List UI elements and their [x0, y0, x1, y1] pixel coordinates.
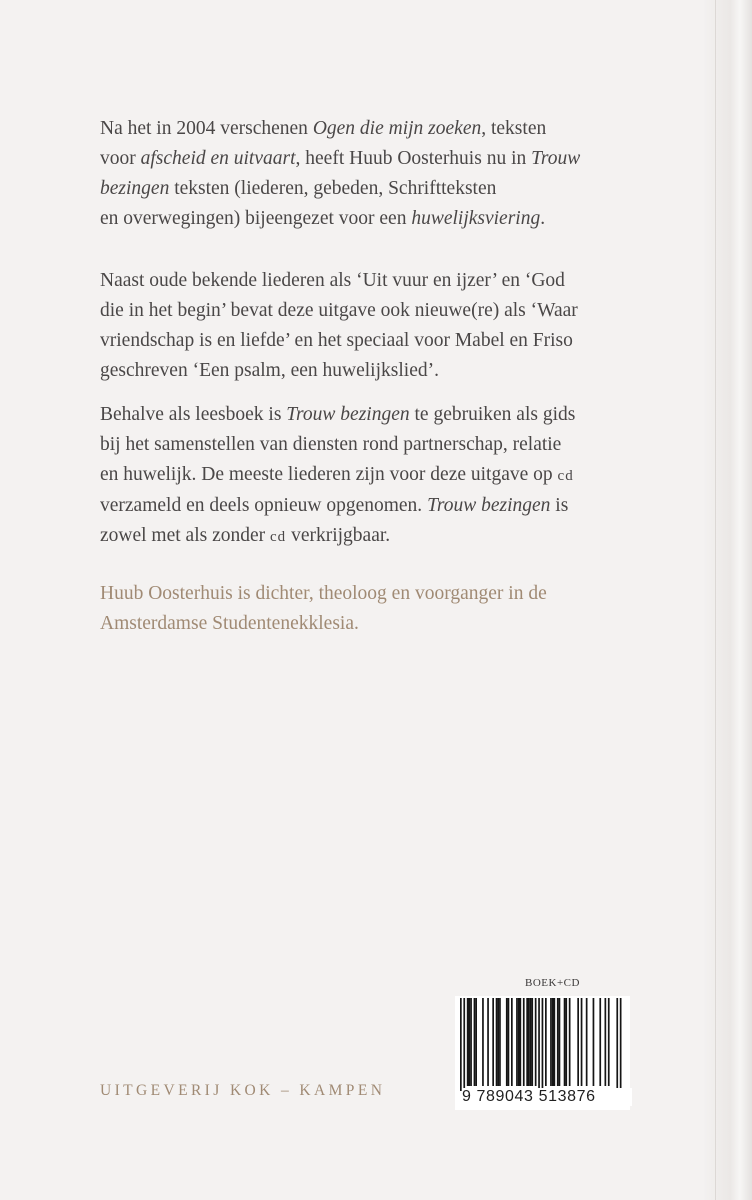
barcode-bar: [508, 998, 510, 1086]
blurb-line: [100, 266, 640, 296]
barcode-bar: [531, 998, 533, 1086]
text-run: , heeft Huub Oosterhuis nu in: [295, 148, 532, 169]
barcode-bar: [523, 998, 525, 1086]
blurb-paragraph-3: [100, 400, 640, 552]
text-run: , teksten: [481, 118, 547, 139]
text-run: Naast oude bekende liederen als ‘Uit vuur en ijzer’ en ‘God: [100, 270, 565, 291]
barcode-bar: [520, 998, 522, 1086]
barcode-bar: [581, 998, 583, 1086]
barcode-bar: [552, 998, 554, 1086]
barcode-bar: [605, 998, 607, 1086]
blurb-paragraph-1: [100, 114, 640, 234]
blurb-line: [100, 174, 640, 204]
text-run: voor: [100, 148, 141, 169]
barcode-bar: [528, 998, 530, 1086]
barcode-bar: [482, 998, 484, 1086]
barcode-bar: [506, 998, 508, 1086]
blurb-paragraph-2: [100, 266, 640, 386]
barcode-bar: [554, 998, 556, 1086]
text-run: bij het samenstellen van diensten rond partnerschap, relatie: [100, 434, 562, 455]
barcode-bar: [542, 998, 544, 1091]
barcode-bar: [497, 998, 499, 1086]
barcode-bar: [545, 998, 547, 1086]
barcode-bar: [564, 998, 566, 1086]
spine-crease: [715, 0, 716, 1200]
barcode-bar: [616, 998, 618, 1091]
barcode-bar: [565, 998, 567, 1086]
italic-title: bezingen: [100, 178, 170, 199]
barcode-bar: [599, 998, 601, 1086]
text-run: verkrijgbaar.: [286, 525, 391, 546]
barcode-bar: [526, 998, 528, 1086]
author-bio: [100, 579, 640, 639]
blurb-line: [100, 144, 640, 174]
barcode-bar: [492, 998, 494, 1086]
blurb-line: [100, 460, 640, 491]
text-run: en overwegingen) bijeengezet voor een: [100, 208, 412, 229]
barcode-bar: [559, 998, 561, 1086]
barcode-bar: [496, 998, 498, 1086]
italic-title: afscheid en uitvaart: [140, 148, 296, 169]
barcode-bar: [530, 998, 532, 1086]
text-run: vriendschap is en liefde’ en het speciaal voor Mabel en Friso: [100, 330, 573, 351]
barcode-bar: [475, 998, 477, 1086]
barcode-bar: [463, 998, 465, 1091]
barcode-bar: [470, 998, 472, 1086]
barcode-bar: [469, 998, 471, 1086]
barcode-bar: [569, 998, 571, 1086]
blurb-line: [100, 521, 640, 552]
italic-title: Trouw: [531, 148, 581, 169]
blurb-line: [100, 326, 640, 356]
barcode-bars: [455, 996, 630, 1091]
text-run: Na het in 2004 verschenen: [100, 118, 313, 139]
blurb-line: [100, 356, 640, 386]
text-run: die in het begin’ bevat deze uitgave ook nieuwe(re) als ‘Waar: [100, 300, 578, 321]
barcode-bar: [535, 998, 537, 1086]
blurb-line: [100, 296, 640, 326]
text-run: Behalve als leesboek is: [100, 404, 287, 425]
text-run: zowel met als zonder: [100, 525, 271, 546]
barcode-bar: [499, 998, 501, 1086]
blurb-line: [100, 204, 640, 234]
italic-title: Trouw bezingen: [427, 495, 551, 516]
isbn-number: 9 789043 513876: [462, 1088, 632, 1106]
barcode-bar: [577, 998, 579, 1086]
italic-title: Trouw bezingen: [286, 404, 410, 425]
barcode-bar: [467, 998, 469, 1086]
publisher-name: UITGEVERIJ KOK – KAMPEN: [100, 1082, 386, 1099]
barcode-bar: [593, 998, 595, 1086]
text-run: teksten (liederen, gebeden, Schriftteksten: [169, 178, 497, 199]
spine-edge: [704, 0, 752, 1200]
blurb-line: [100, 430, 640, 460]
barcode-bar: [620, 998, 622, 1091]
edition-label: BOEK+CD: [525, 977, 580, 989]
barcode-bar: [586, 998, 588, 1086]
text-run: en huwelijk. De meeste liederen zijn voor deze uitgave op: [100, 464, 558, 485]
author-bio-line: Huub Oosterhuis is dichter, theoloog en voorganger in de: [100, 583, 547, 604]
italic-title: huwelijksviering: [411, 208, 541, 229]
text-run: is: [550, 495, 569, 516]
barcode-bar: [460, 998, 462, 1091]
text-run: geschreven ‘Een psalm, een huwelijkslied’.: [100, 360, 439, 381]
blurb-line: [100, 114, 640, 144]
barcode-bar: [487, 998, 489, 1086]
barcode-bar: [608, 998, 610, 1086]
small-caps-text: cd: [270, 529, 287, 545]
blurb-line: [100, 491, 640, 521]
barcode-bar: [511, 998, 513, 1086]
barcode-bar: [538, 998, 540, 1091]
barcode-bar: [557, 998, 559, 1086]
italic-title: Ogen die mijn zoeken: [312, 118, 482, 139]
barcode-bar: [518, 998, 520, 1086]
text-run: te gebruiken als gids: [409, 404, 576, 425]
barcode-bar: [516, 998, 518, 1086]
blurb-line: [100, 400, 640, 430]
barcode-bar: [550, 998, 552, 1086]
text-run: .: [540, 208, 546, 229]
text-run: verzameld en deels opnieuw opgenomen.: [100, 495, 428, 516]
barcode-bar: [474, 998, 476, 1086]
author-bio-line: Amsterdamse Studentenekklesia.: [100, 613, 359, 634]
small-caps-text: cd: [557, 468, 574, 484]
